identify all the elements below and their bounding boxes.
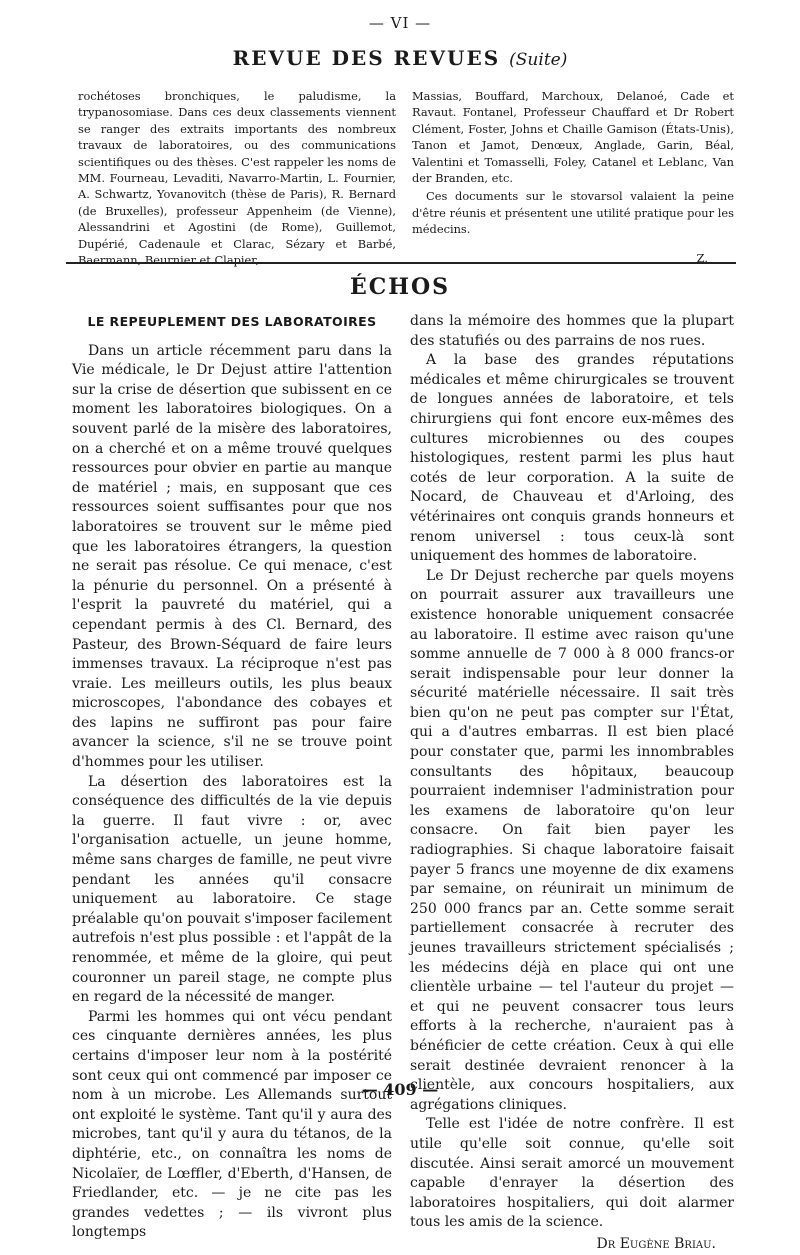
revue-signature: Z. bbox=[696, 250, 708, 265]
article-paragraph: Dans un article récemment paru dans la Vie médicale, le Dr Dejust attire l'attention sur la crise de désertion que subissent en ce moment les laboratoires biologiques. On a souvent parlé de la misère des laboratoires, on a cherché et on a même trouvé quelques ressources pour obvier en partie au manque de matériel ; mais, en supposant que ces ressources soient suffisantes pour que nos laboratoires se trouvent sur le même pied que les laboratoires étrangers, la question ne serait pas résolue. Ce qui menace, c'est la pénurie du personnel. On a présenté à l'esprit la pauvreté du matériel, qui a cependant permis à des Cl. Bernard, des Pasteur, des Brown-Séquard de faire leurs immenses travaux. La réciproque n'est pas vraie. Les meilleurs outils, les plus beaux microscopes, l'abondance des cobayes et des lapins ne suffiront pas pour faire avancer la science, s'il ne se trouve point d'hommes pour les utiliser. bbox=[72, 342, 392, 771]
article-title: LE REPEUPLEMENT DES LABORATOIRES bbox=[87, 314, 377, 329]
echos-right-column bbox=[410, 312, 734, 1255]
article-paragraph: Parmi les hommes qui ont vécu pendant ces cinquante dernières années, les plus certains d'imposer leur nom à la postérité sont ceux qui ont commencé par imposer ce nom à un microbe. Les Allemands surtout ont exploité le système. Tant qu'il y aura des microbes, tant qu'il y aura du tétanos, de la diphtérie, etc., on connaîtra les noms de Nicolaïer, de Lœffler, d'Eberth, d'Hansen, de Friedlander, etc. — je ne cite pas les grandes vedettes ; — ils vivront plus longtemps bbox=[72, 1008, 392, 1241]
echos-title: ÉCHOS bbox=[349, 274, 451, 300]
article-paragraph: A la base des grandes réputations médicales et même chirurgicales se trouvent de longues années de laboratoire, et tels chirurgiens qui font encore eux-mêmes des cultures microbiennes ou des coupes histologiques, restent parmi les plus haut cotés de leur corporation. A la suite de Nocard, de Chauveau et d'Arloing, des vétérinaires ont conquis grands honneurs et renom universel : tous ceux-là sont uniquement des hommes de laboratoire. bbox=[410, 352, 734, 565]
revue-left-text: rochétoses bronchiques, le paludisme, la trypanosomiase. Dans ces deux classements viennent se ranger des extraits importants des nombreux travaux de laboratoires, ou des communications scientifiques ou des thèses. C'est rappeler les noms de MM. Fourneau, Levaditi, Navarro-Martin, L. Fournier, A. Schwartz, Yovanovitch (thèse de Paris), R. Bernard (de Bruxelles), professeur Appenheim (de Vienne), Alessandrini et Agostini (de Rome), Guillemot, Dupérié, Cadenaule et Clarac, Sézary et Barbé, Baermann, Beurnier et Clapier, bbox=[78, 89, 396, 268]
page-number: — 409 — bbox=[361, 1080, 439, 1099]
revue-right-text-2: Ces documents sur le stovarsol valaient la peine d'être réunis et présentent une utilité pratique pour les médecins. bbox=[412, 189, 734, 237]
article-author: Dr Eugène Briau. bbox=[596, 1235, 716, 1252]
revue-title-text: REVUE DES REVUES bbox=[232, 46, 501, 70]
revue-right-text: Massias, Bouffard, Marchoux, Delanoé, Cade et Ravaut. Fontanel, Professeur Chauffard et Dr Robert Clément, Foster, Johns et Chaille Gamison (États-Unis), Tanon et Jamot, Denœux, Anglade, Garin, Béal, Valentini et Tomasselli, Foley, Catanel et Leblanc, Van der Branden, etc. bbox=[412, 89, 734, 186]
revue-right-column bbox=[412, 88, 734, 266]
revue-left-column bbox=[78, 88, 396, 268]
section-divider bbox=[66, 262, 736, 264]
article-paragraph-continuation: dans la mémoire des hommes que la plupart des statufiés ou des parrains de nos rues. bbox=[410, 313, 734, 349]
article-paragraph: Le Dr Dejust recherche par quels moyens on pourrait assurer aux travailleurs une existence honorable uniquement consacrée au laboratoire. Il estime avec raison qu'une somme annuelle de 7 000 à 8 000 francs-or serait indispensable pour leur donner la sécurité matérielle nécessaire. Il sait très bien qu'on ne peut pas compter sur l'État, qui a d'autres embarras. Il est bien placé pour constater que, parmi les innombrables consultants des hôpitaux, beaucoup pourraient indemniser l'administration pour les examens de laboratoire qu'on leur consacre. On fait bien payer les radiographies. Si chaque laboratoire faisait payer 5 francs une moyenne de dix examens par semaine, on réunirait un minimum de 250 000 francs par an. Cette somme serait partiellement consacrée à recruter des jeunes travailleurs strictement spécialisés ; les médecins déjà en place qui ont une clientèle urbaine — tel l'auteur du projet — et qui ne peuvent consacrer tous leurs efforts à la recherche, n'auraient pas à bénéficier de cette création. Ceux à qui elle serait destinée devraient renoncer à la clientèle, aux concours hospitaliers, aux agrégations cliniques. bbox=[410, 567, 734, 1113]
article-paragraph: Telle est l'idée de notre confrère. Il est utile qu'elle soit connue, qu'elle soit discutée. Ainsi serait amorcé un mouvement capable d'enrayer la désertion des laboratoires hospitaliers, qui doit alarmer tous les amis de la science. bbox=[410, 1116, 734, 1231]
revue-title bbox=[0, 46, 800, 70]
page-number-roman: — VI — bbox=[368, 14, 432, 32]
article-paragraph: La désertion des laboratoires est la conséquence des difficultés de la vie depuis la guerre. Il faut vivre : or, avec l'organisation actuelle, un jeune homme, même sans charges de famille, ne peut vivre pendant les années qu'il consacre uniquement au laboratoire. Ce stage préalable qu'on pouvait s'imposer facilement autrefois n'est plus possible : et l'appât de la renommée, et même de la gloire, qui peut couronner un pareil stage, ne compte plus en regard de la nécessité de manger. bbox=[72, 773, 392, 1006]
echos-left-column bbox=[72, 312, 392, 1243]
revue-title-suite: (Suite) bbox=[509, 50, 568, 70]
